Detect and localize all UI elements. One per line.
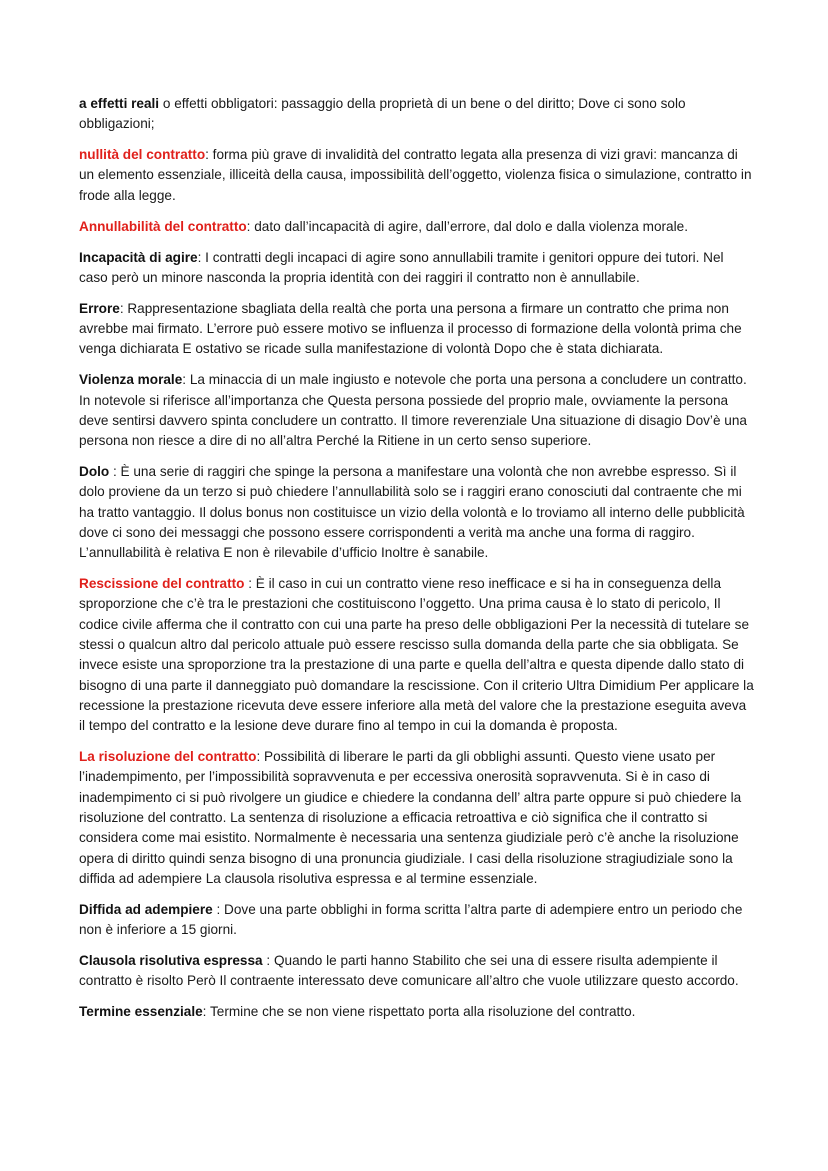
term-heading: a effetti reali: [79, 96, 160, 111]
paragraph-incapacita: [79, 248, 756, 289]
paragraph-diffida: [79, 900, 756, 941]
paragraph-text: : È il caso in cui un contratto viene reso inefficace e si ha in conseguenza della sproporzione che c’è tra le prestazioni che costituiscono l’oggetto. Una prima causa è lo stato di pericolo, Il codice civile afferma che il contratto con cui una parte ha preso delle obbligazioni Per la necessità di tutelare se stessi o qualcun altro dal pericolo attuale può essere rescisso sulla domanda della parte che sia obbligata. Se invece esiste una sproporzione tra la prestazione di una parte e quella dell’altra e questa dipende dallo stato di bisogno di una parte il danneggiato può domandare la rescissione. Con il criterio Ultra Dimidium Per applicare la recessione la prestazione ricevuta deve essere inferiore alla metà del valore che la prestazione eseguita aveva il tempo del contratto e la lesione deve durare fino al tempo in cui la domanda è proposta.: [79, 576, 754, 734]
paragraph-text: : I contratti degli incapaci di agire sono annullabili tramite i genitori oppure dei tutori. Nel caso però un minore nasconda la propria identità con dei raggiri il contratto non è annullabile.: [79, 249, 724, 285]
paragraph-text: : forma più grave di invalidità del contratto legata alla presenza di vizi gravi: mancanza di un elemento essenziale, illiceità della causa, impossibilità dell’oggetto, violenza fisica o simulazione, contratto in frode alla legge.: [79, 147, 752, 203]
paragraph-clausola: [79, 951, 756, 992]
term-heading: Rescissione del contratto: [79, 576, 245, 592]
term-heading: Incapacità di agire: [79, 249, 198, 265]
paragraph-rescissione: [79, 574, 756, 736]
paragraph-text: : dato dall’incapacità di agire, dall’errore, dal dolo e dalla violenza morale.: [246, 218, 688, 234]
paragraph-text: : Termine che se non viene rispettato porta alla risoluzione del contratto.: [202, 1004, 636, 1020]
paragraph-annullabilita: [79, 217, 756, 237]
paragraph-text: : Quando le parti hanno Stabilito che sei una di essere risulta adempiente il contratto è risolto Però Il contraente interessato deve comunicare all’altro che vuole utilizzare questo accordo.: [79, 952, 739, 989]
paragraph-violenza-morale: [79, 370, 756, 451]
paragraph-text: o effetti obbligatori: passaggio della proprietà di un bene o del diritto; Dove ci sono solo obbligazioni;: [79, 96, 686, 132]
paragraph-risoluzione: [79, 747, 756, 889]
paragraph-text: : La minaccia di un male ingiusto e notevole che porta una persona a concludere un contratto. In notevole si riferisce all’importanza che Questa persona possiede del proprio male, ovviamente la persona deve sentirsi davvero spinta concludere un contratto. Il timore reverenziale Una situazione di disagio Dov’è una persona non riesce a dire di no all’altra Perché la Ritiene in un certo senso superiore.: [79, 372, 747, 449]
term-heading: Annullabilità del contratto: [79, 218, 247, 234]
paragraph-text: : È una serie di raggiri che spinge la persona a manifestare una volontà che non avrebbe espresso. Sì il dolo proviene da un terzo si può chiedere l’annullabilità solo se i raggiri erano conosciuti dal contraente che mi ha tratto vantaggio. Il dolus bonus non costituisce un vizio della volontà e lo troviamo all interno delle pubblicità dove ci sono dei messaggi che possono essere corrispondenti a verità ma anche una forma di raggiro. L’annullabilità è relativa E non è rilevabile d’ufficio Inoltre è sanabile.: [79, 464, 745, 561]
paragraph-text: : Possibilità di liberare le parti da gli obblighi assunti. Questo viene usato per l’inadempimento, per l’impossibilità sopravvenuta e per eccessiva onerosità sopravvenuta. Si è in caso di inadempimento ci si può rivolgere un giudice e chiedere la condanna dell’ altra parte oppure si può chiedere la risoluzione del contratto. La sentenza di risoluzione a efficacia retroattiva e ciò significa che il contratto si considera come mai esistito. Normalmente è necessaria una sentenza giudiziale però c’è anche la risoluzione opera di diritto quindi senza bisogno di una pronuncia giudiziale. I casi della risoluzione stragiudiziale sono la diffida ad adempiere La clausola risolutiva espressa e al termine essenziale.: [79, 749, 742, 886]
paragraph-text: : Dove una parte obblighi in forma scritta l’altra parte di adempiere entro un periodo che non è inferiore a 15 giorni.: [79, 901, 743, 938]
paragraph-termine: [79, 1002, 756, 1022]
term-heading: Diffida ad adempiere: [79, 901, 213, 917]
term-heading: Dolo: [79, 464, 110, 480]
paragraph-dolo: [79, 462, 756, 563]
term-heading: Clausola risolutiva espressa: [79, 952, 263, 968]
term-heading: Errore: [79, 300, 120, 316]
term-heading: Violenza morale: [79, 372, 183, 388]
paragraph-effetti-reali: [79, 94, 756, 135]
term-heading: La risoluzione del contratto: [79, 749, 257, 765]
term-heading: Termine essenziale: [79, 1004, 203, 1020]
paragraph-nullita: [79, 145, 756, 206]
term-heading: nullità del contratto: [79, 147, 206, 163]
paragraph-text: : Rappresentazione sbagliata della realtà che porta una persona a firmare un contratto che prima non avrebbe mai firmato. L’errore può essere motivo se influenza il processo di formazione della volontà prima che venga dichiarata E ostativo se ricade sulla manifestazione di volontà Dopo che è stata dichiarata.: [79, 300, 742, 357]
paragraph-errore: [79, 299, 756, 360]
